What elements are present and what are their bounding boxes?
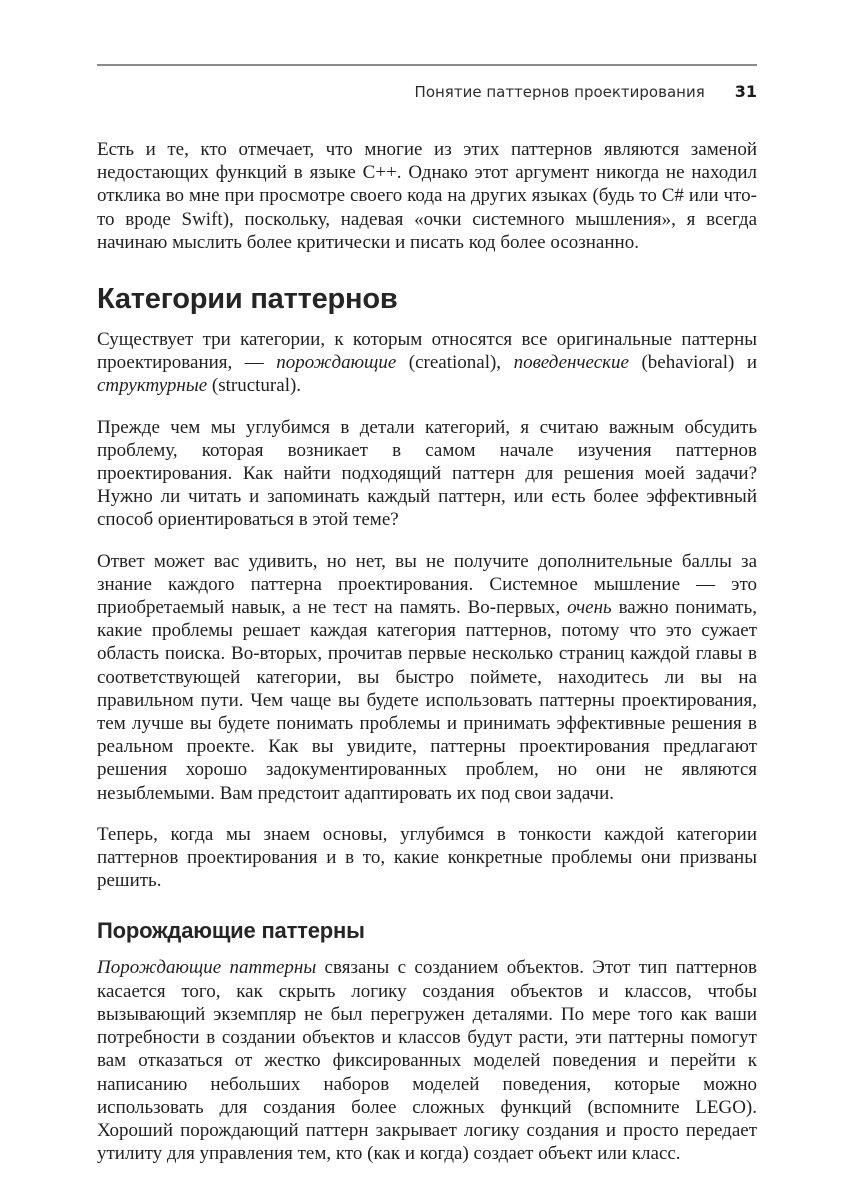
categories-paragraph-2: Прежде чем мы углубимся в детали категорий, я считаю важным обсудить проблему, которая возникает в самом начале изучения паттернов проектирования. Как найти подходящий паттерн для решения моей задачи? Нужно ли читать и запоминать каждый паттерн, или есть более эффективный способ ориентироваться в этой теме? — [97, 416, 757, 531]
running-head — [97, 74, 757, 101]
section-heading-categories: Категории паттернов — [97, 283, 398, 316]
intro-paragraph: Есть и те, кто отмечает, что многие из этих паттернов являются заменой недостающих функций в языке C++. Однако этот аргумент никогда не находил отклика во мне при просмотре своего кода на других языках (будь то C# или что-то вроде Swift), поскольку, надевая «очки системного мышления», я всегда начинаю мыслить более критически и писать код более осознанно. — [97, 139, 757, 253]
chapter-title: Понятие паттернов проектирования — [414, 83, 705, 101]
creational-paragraph-1: Порождающие паттерны связаны с созданием объектов. Этот тип паттернов касается того, как скрыть логику создания объектов и классов, чтобы вызывающий экземпляр не был перегружен деталями. По мере того как ваши потребности в создании объектов и классов будут расти, эти паттерны помогут вам отказаться от жестко фиксированных моделей поведения и перейти к написанию небольших наборов моделей поведения, которые можно использовать для создания более сложных функций (вспомните LEGO). Хороший порождающий паттерн закрывает логику создания и просто передает утилиту для управления тем, кто (как и когда) создает объект или класс. — [97, 957, 758, 1165]
page-body — [97, 138, 757, 1165]
categories-paragraph-1: Существует три категории, к которым относятся все оригинальные паттерны проектирования, — порождающие (creational), поведенческие (behavioral) и структурные (structural). — [97, 329, 757, 397]
categories-paragraph-3: Ответ может вас удивить, но нет, вы не получите дополнительные баллы за знание каждого паттерна проектирования. Системное мышление — это приобретаемый навык, а не тест на память. Во-первых, очень важно понимать, какие проблемы решает каждая категория паттернов, потому что это сужает область поиска. Во-вторых, прочитав первые несколько страниц каждой главы в соответствующей категории, вы быстро поймете, находитесь ли вы на правильном пути. Чем чаще вы будете использовать паттерны проектирования, тем лучше вы будете понимать проблемы и принимать эффективные решения в реальном проекте. Как вы увидите, паттерны проектирования предлагают решения хорошо задокументированных проблем, но они не являются незыблемыми. Вам предстоит адаптировать их под свои задачи. — [97, 550, 757, 804]
header-divider — [97, 64, 757, 66]
page-number: 31 — [734, 82, 757, 101]
subsection-heading-creational: Порождающие паттерны — [97, 918, 365, 944]
categories-paragraph-4: Теперь, когда мы знаем основы, углубимся в тонкости каждой категории паттернов проектирования и в то, какие конкретные проблемы они призваны решить. — [97, 823, 757, 892]
